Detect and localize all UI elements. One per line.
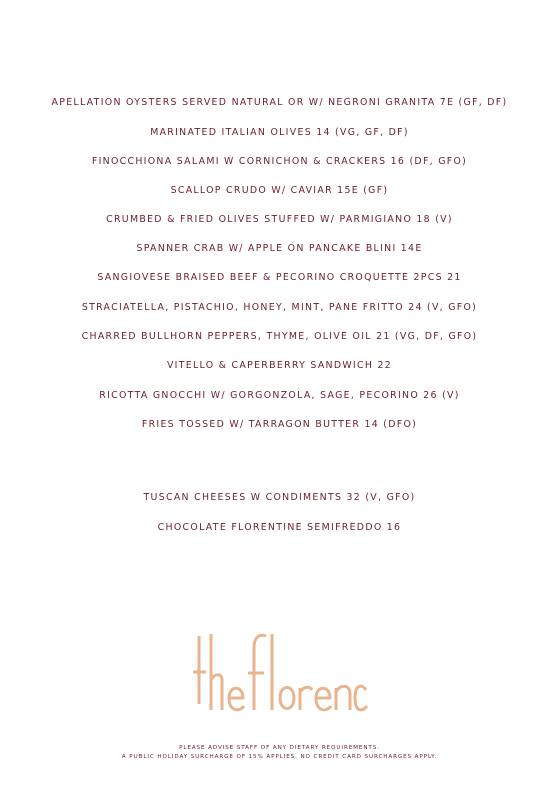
menu-item-gnocchi: RICOTTA GNOCCHI W/ GORGONZOLA, SAGE, PECORINO 26 (V) bbox=[99, 390, 460, 401]
menu-item-croquette: SANGIOVESE BRAISED BEEF & PECORINO CROQUETTE 2PCS 21 bbox=[97, 272, 462, 283]
logo bbox=[0, 620, 559, 730]
menu-item-olives: MARINATED ITALIAN OLIVES 14 (VG, GF, DF) bbox=[150, 127, 409, 138]
footer bbox=[0, 744, 559, 761]
menu-item-fries: FRIES TOSSED W/ TARRAGON BUTTER 14 (DFO) bbox=[141, 419, 418, 430]
menu-item-fried-olives: CRUMBED & FRIED OLIVES STUFFED W/ PARMIGIANO 18 (V) bbox=[106, 214, 453, 225]
menu-item-scallop: SCALLOP CRUDO W/ CAVIAR 15E (GF) bbox=[170, 185, 389, 196]
the-florence-logo-icon bbox=[190, 620, 370, 730]
menu-item-salami: FINOCCHIONA SALAMI W CORNICHON & CRACKERS 16 (DF, GFO) bbox=[91, 156, 468, 167]
menu-item-vitello: VITELLO & CAPERBERRY SANDWICH 22 bbox=[166, 360, 393, 371]
menu-item-peppers: CHARRED BULLHORN PEPPERS, THYME, OLIVE OIL 21 (VG, DF, GFO) bbox=[81, 331, 478, 342]
menu-item-semifreddo: CHOCOLATE FLORENTINE SEMIFREDDO 16 bbox=[157, 522, 402, 533]
menu-item-cheeses: TUSCAN CHEESES W CONDIMENTS 32 (V, GFO) bbox=[143, 492, 416, 503]
footer-dietary-note: PLEASE ADVISE STAFF OF ANY DIETARY REQUIREMENTS. bbox=[179, 745, 380, 751]
footer-surcharge-note: A PUBLIC HOLIDAY SURCHARGE OF 15% APPLIES. NO CREDIT CARD SURCHARGES APPLY. bbox=[121, 753, 438, 760]
menu-item-straciatella: STRACIATELLA, PISTACHIO, HONEY, MINT, PANE FRITTO 24 (V, GFO) bbox=[81, 302, 478, 313]
menu-item-oysters: APELLATION OYSTERS SERVED NATURAL OR W/ NEGRONI GRANITA 7E (GF, DF) bbox=[51, 97, 508, 108]
menu-item-crab: SPANNER CRAB W/ APPLE ON PANCAKE BLINI 14E bbox=[136, 243, 423, 254]
